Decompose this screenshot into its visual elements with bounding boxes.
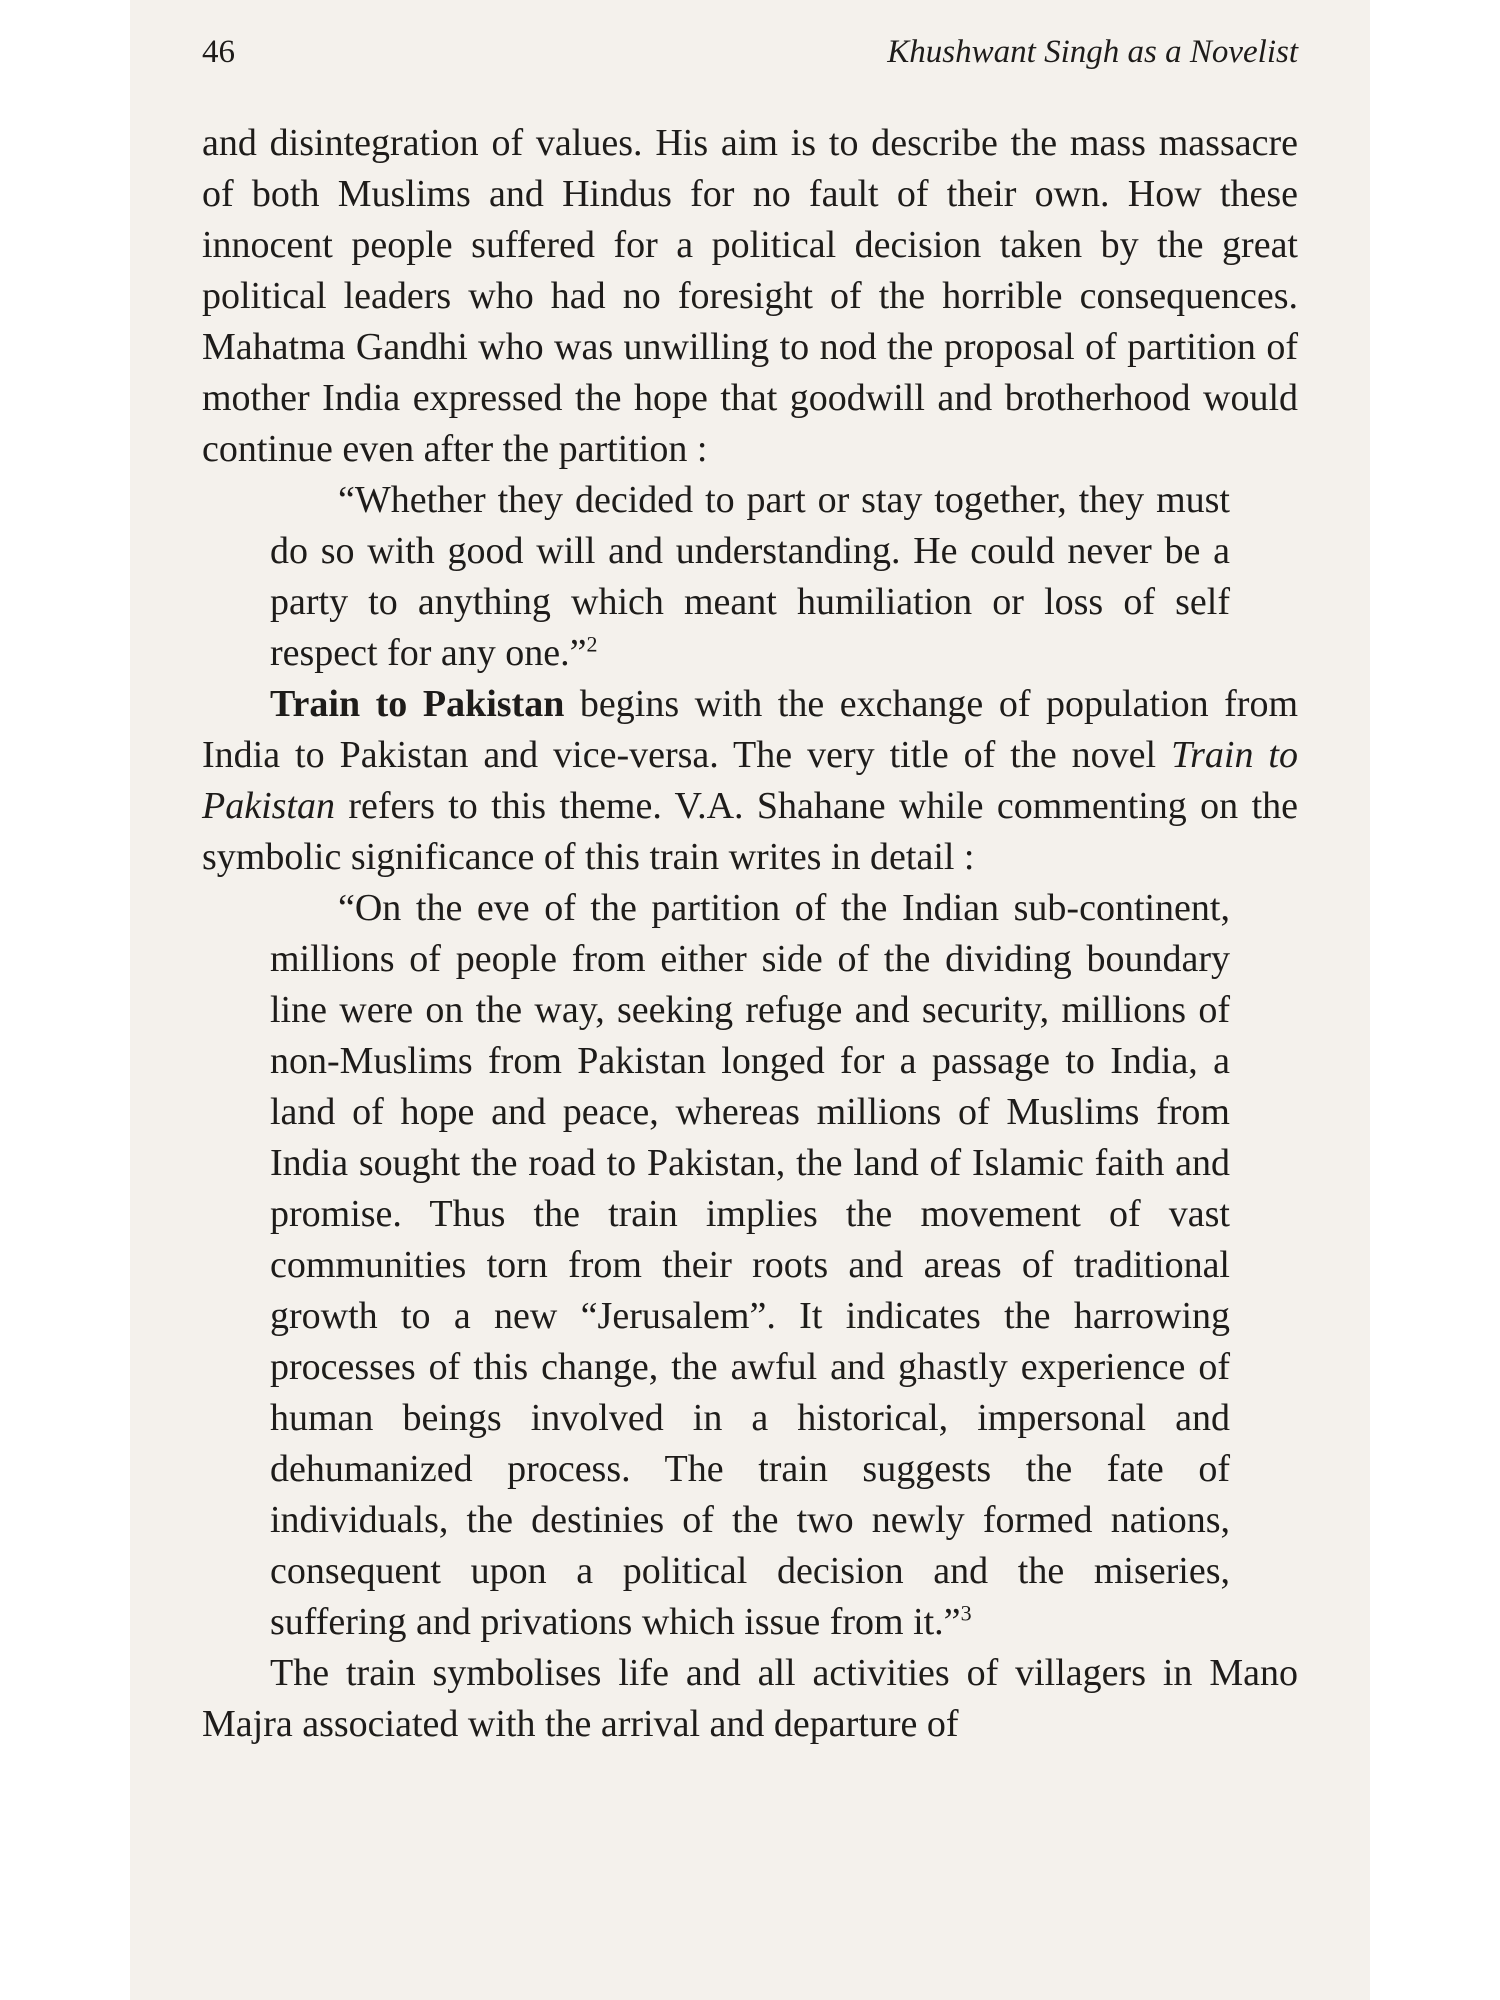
running-title: Khushwant Singh as a Novelist <box>887 34 1298 70</box>
paragraph-3: The train symbolises life and all activities of villagers in Mano Majra associated with the arrival and departure of <box>202 1652 1298 1745</box>
page-body <box>202 118 1298 1750</box>
quote-2-text: “On the eve of the partition of the Indian sub-continent, millions of people from either side of the dividing boundary line were on the way, seeking refuge and security, millions of non-Muslims from Pakistan longed for a passage to India, a land of hope and peace, whereas millions of Muslims from India sought the road to Pakistan, the land of Islamic faith and promise. Thus the train implies the movement of vast communities torn from their roots and areas of traditional growth to a new “Jerusalem”. It indicates the harrowing processes of this change, the awful and ghastly experience of human beings involved in a historical, impersonal and dehumanized process. The train suggests the fate of individuals, the destinies of the two newly formed nations, consequent upon a political decision and the miseries, suffering and privations which issue from it.” <box>270 887 1230 1643</box>
page-header <box>202 34 1298 78</box>
block-quote-text <box>270 883 1230 1648</box>
quote-1-text: “Whether they decided to part or stay together, they must do so with good will and understanding. He could never be a party to anything which meant humiliation or loss of self respect for any one.” <box>270 479 1230 674</box>
paragraph-2-text-a: begins with the exchange of population from India to Pakistan and vice-versa. The very title of the novel <box>202 683 1298 776</box>
paragraph-1: and disintegration of values. His aim is to describe the mass massacre of both Muslims and Hindus for no fault of their own. How these innocent people suffered for a political decision taken by the great political leaders who had no foresight of the horrible consequences. Mahatma Gandhi who was unwilling to nod the proposal of partition of mother India expressed the hope that goodwill and brotherhood would continue even after the partition : <box>202 122 1298 470</box>
block-quote-shahane <box>270 883 1230 1648</box>
page-number: 46 <box>202 34 235 70</box>
paragraph-2 <box>202 679 1298 883</box>
novel-title-italic: Train to Pakistan <box>202 734 1298 827</box>
block-quote-text <box>270 475 1230 679</box>
book-page <box>130 0 1370 2000</box>
footnote-marker-3: 3 <box>960 1600 972 1626</box>
paragraph-2-text-b: refers to this theme. V.A. Shahane while commenting on the symbolic significance of this train writes in detail : <box>202 785 1298 878</box>
footnote-marker-2: 2 <box>586 631 598 657</box>
novel-title-bold: Train to Pakistan <box>270 683 565 725</box>
block-quote-gandhi <box>270 475 1230 679</box>
